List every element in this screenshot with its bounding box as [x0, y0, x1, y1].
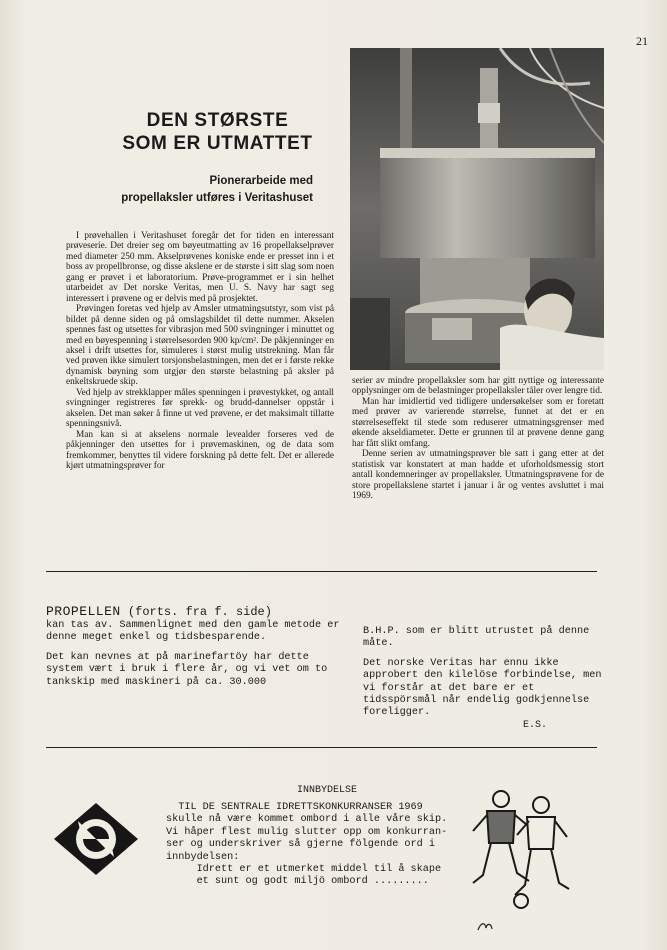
propellen-heading [46, 604, 272, 619]
propellen-paragraph: Det kan nevnes at på marinefartöy har dette system vært i bruk i flere år, og vi vet om to tankskip med maskineri på ca. 30.000 [46, 651, 328, 688]
invitation-line: Vi håper flest mulig slutter opp om konkurran- [166, 826, 448, 838]
subheadline-line-2: propellaksler utføres i Veritashuset [121, 192, 313, 204]
artist-signature-mark [476, 920, 494, 934]
article-paragraph: Ved hjelp av strekklapper måles spenningen i prøvestykket, og antall svingninger registreres før sprekk- og brudd-dannelser oppstår i akselen. Det man søker å finne ut ved prøvene, er det maksimalt tillatte spenningsnivå. [66, 387, 334, 430]
propellen-title: PROPELLEN [46, 604, 121, 619]
propellen-paragraph: kan tas av. Sammenlignet med den gamle metode er denne meget enkel og tidsbesparende. [46, 620, 340, 644]
invitation-body [166, 802, 486, 889]
section-divider [46, 571, 597, 572]
propellen-column-left [46, 620, 351, 696]
invitation-line: ser og underskriver så gjerne fölgende ord i [166, 839, 435, 851]
headline-line-2: SOM ER UTMATTET [122, 133, 313, 154]
article-column-left [66, 231, 334, 471]
section-divider [46, 747, 597, 748]
author-signature: E.S. [523, 720, 548, 731]
invitation-line: TIL DE SENTRALE IDRETTSKONKURRANSER 1969 [166, 802, 423, 813]
test-machine-photo [350, 48, 604, 370]
propellen-continued-note: (forts. fra f. side) [127, 605, 272, 619]
headline-line-1: DEN STØRSTE [146, 110, 289, 131]
page-number: 21 [636, 34, 648, 48]
article-paragraph: Man har imidlertid ved tidligere undersøkelser som er foretatt med prøver av varierende størrelse, funnet at det er en størrelseseffekt til stede som reduserer utmatningsgrenser med økende akseldiameter. Dette er grunnen til at prøvene denne gang har fått slikt omfang. [352, 396, 604, 449]
invitation-line: skulle nå være kommet ombord i alle våre skip. [166, 814, 448, 826]
article-paragraph: I prøvehallen i Veritashuset foregår det for tiden en interessant prøveserie. Det dreier seg om bøyeutmatting av 16 propellakselprøver med diameter 250 mm. Akselprøvenes koniske ende er presset inn i et boss av propellbronse, og disse akslene er de største i sitt slag som noen gang er prøvet i et laboratorium. Prøve-programmet er i sin helhet utarbeidet av Det norske Veritas, men U. S. Navy har sagt seg interessert i prøvene og er delvis med på prosjektet. [66, 231, 334, 304]
sports-emblem-icon [52, 801, 140, 877]
article-column-right [352, 376, 604, 501]
article-paragraph: Man kan si at akselens normale levealder forseres ved de påkjenninger den utsettes for i prøvemaskinen, og de data som fremkommer, benyttes til videre forskning på dette felt. Det er allerede kjørt utmatningsprøver for [66, 429, 334, 471]
invitation-title: INNBYDELSE [297, 785, 358, 796]
article-subheadline [85, 173, 313, 207]
invitation-line: Idrett er et utmerket middel til å skape [166, 864, 442, 876]
football-players-illustration [465, 785, 575, 915]
propellen-paragraph: B.H.P. som er blitt utrustet på denne måte. [363, 626, 590, 650]
article-paragraph: Denne serien av utmatningsprøver ble satt i gang etter at det statistisk var konstatert at man hadde et uforholdsmessig stort antall kondemneringer av propellaksler. Utmatningsprøvene for de store propellakslene startet i januar i år og ventes avsluttet i mai 1969. [352, 449, 604, 501]
article-headline [120, 109, 315, 155]
article-paragraph: serier av mindre propellaksler som har gitt nyttige og interessante opplysninger om de belastninger propellaksler tåler over lengre tid. [352, 376, 604, 397]
propellen-column-right [363, 626, 613, 727]
invitation-line: et sunt og godt miljö ombord ......... [166, 876, 429, 888]
subheadline-line-1: Pionerarbeide med [209, 175, 313, 187]
propellen-paragraph: Det norske Veritas har ennu ikke approbert den kilelöse forbindelse, men vi forstår at det bare er et tidsspörsmål når endelig godkjennelse foreligger. [363, 657, 602, 719]
invitation-line: innbydelsen: [166, 851, 240, 863]
article-paragraph: Prøvingen foretas ved hjelp av Amsler utmatningsutstyr, som vist på bildet på denne siden og på omslagsbildet til dette nummer. Akselen spennes fast og utsettes for vibrasjon med 500 svingninger i minuttet og med en bøyespenning i størrelsesorden 900 kp/cm². De påkjenninger en aksel i drift utsettes for, simuleres i størst mulig utstrekning. Man får ved prøven ikke simulert torsjonsbelastningen, men det er i første rekke dynamisk bøyning som utgjør den største belastning på aksler på enkeltskruede skip. [66, 304, 334, 388]
